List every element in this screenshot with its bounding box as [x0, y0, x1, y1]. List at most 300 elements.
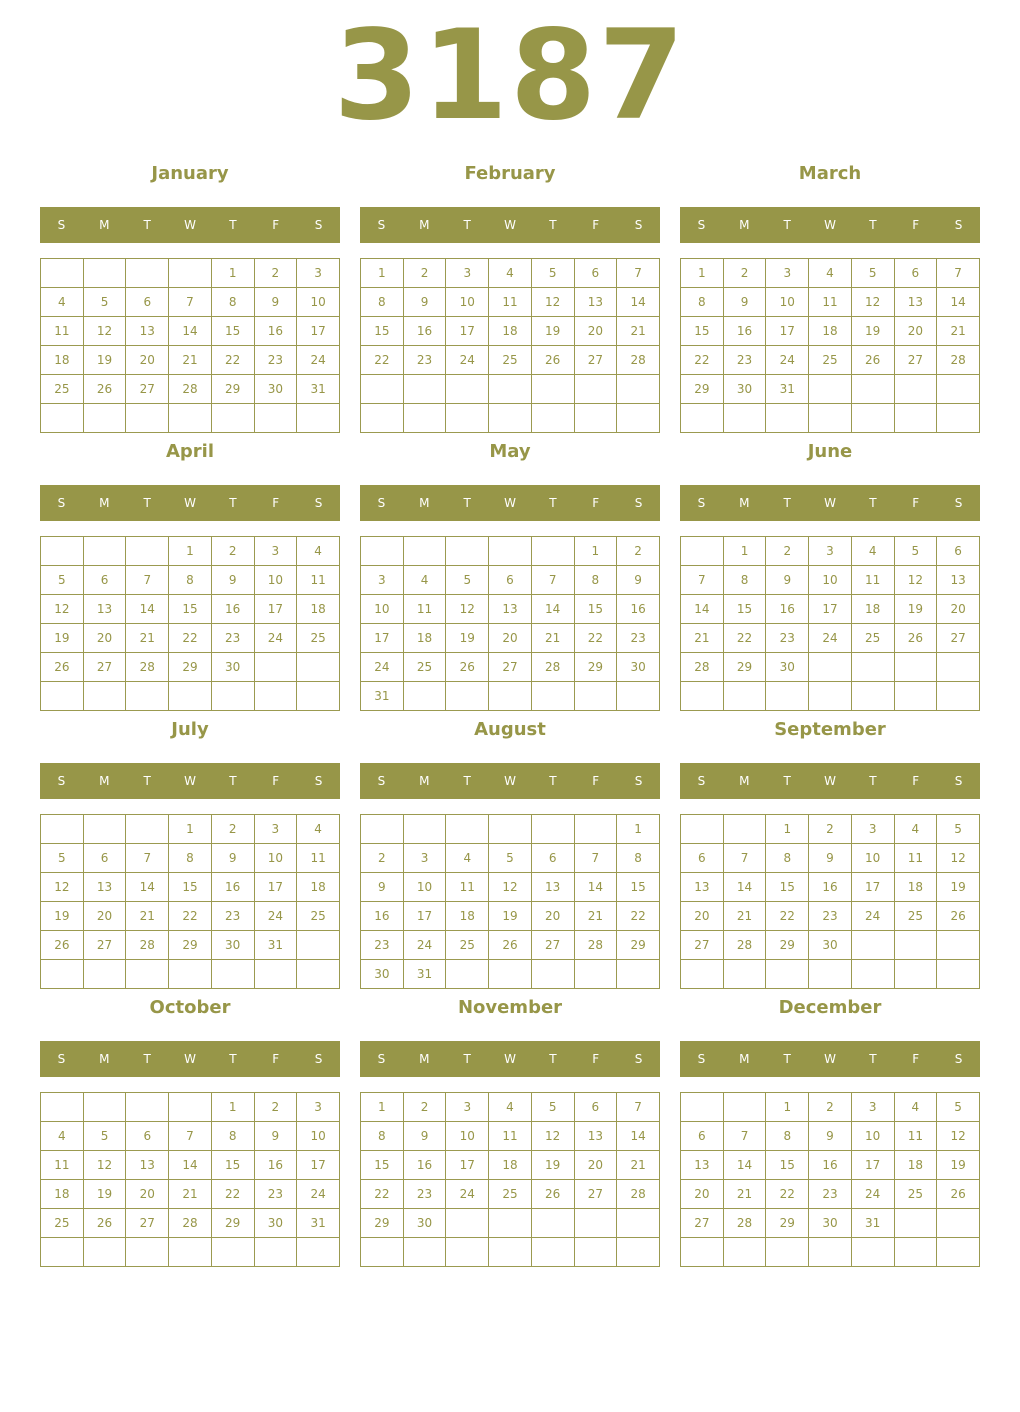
weekday-label: F [912, 496, 920, 510]
weekday-label: S [377, 218, 386, 232]
day-cell [169, 404, 212, 433]
day-cell: 11 [489, 288, 532, 317]
week-row [681, 346, 980, 375]
day-cell: 22 [211, 1180, 254, 1209]
day-cell: 15 [211, 1151, 254, 1180]
day-cell: 16 [766, 595, 809, 624]
weekday-label: T [869, 774, 877, 788]
day-cell [126, 1093, 169, 1122]
day-cell [851, 931, 894, 960]
day-cell: 27 [531, 931, 574, 960]
day-cell: 20 [681, 902, 724, 931]
day-cell: 4 [403, 566, 446, 595]
day-cell: 1 [681, 259, 724, 288]
day-cell: 20 [531, 902, 574, 931]
day-cell [403, 404, 446, 433]
day-cell: 5 [851, 259, 894, 288]
day-cell: 26 [937, 1180, 980, 1209]
day-cell: 27 [681, 1209, 724, 1238]
week-row [681, 844, 980, 873]
day-cell: 14 [169, 1151, 212, 1180]
weekday-label: M [99, 1052, 110, 1066]
day-cell: 8 [169, 844, 212, 873]
day-cell: 5 [489, 844, 532, 873]
day-cell: 5 [531, 1093, 574, 1122]
weekday-label: M [99, 496, 110, 510]
day-cell: 10 [851, 844, 894, 873]
day-cell: 12 [41, 595, 84, 624]
day-cell [126, 259, 169, 288]
day-cell: 7 [531, 566, 574, 595]
week-row [41, 404, 340, 433]
day-cell: 26 [489, 931, 532, 960]
day-grid [40, 536, 340, 711]
day-cell: 18 [894, 873, 937, 902]
day-cell: 28 [169, 1209, 212, 1238]
day-cell [83, 1093, 126, 1122]
week-row [361, 1238, 660, 1267]
day-cell: 19 [851, 317, 894, 346]
day-cell: 18 [446, 902, 489, 931]
weekday-label: S [314, 774, 323, 788]
day-cell [937, 375, 980, 404]
day-cell [446, 404, 489, 433]
day-cell: 6 [574, 259, 617, 288]
day-cell [766, 960, 809, 989]
week-row [41, 595, 340, 624]
day-cell: 3 [254, 815, 297, 844]
day-cell: 18 [809, 317, 852, 346]
day-cell: 27 [937, 624, 980, 653]
day-cell: 15 [361, 317, 404, 346]
day-cell: 21 [126, 624, 169, 653]
weekday-label: T [783, 774, 791, 788]
day-cell: 19 [531, 317, 574, 346]
week-row [41, 288, 340, 317]
day-cell: 31 [851, 1209, 894, 1238]
day-cell: 10 [297, 288, 340, 317]
day-cell: 24 [403, 931, 446, 960]
weekday-label: W [504, 774, 516, 788]
day-cell: 20 [574, 1151, 617, 1180]
day-cell: 30 [211, 653, 254, 682]
day-cell: 10 [254, 844, 297, 873]
week-row [41, 1180, 340, 1209]
day-cell [531, 537, 574, 566]
weekday-label: M [99, 218, 110, 232]
day-cell [489, 1238, 532, 1267]
day-cell: 12 [531, 288, 574, 317]
month-title: November [457, 997, 563, 1018]
day-cell: 23 [254, 346, 297, 375]
week-row [41, 624, 340, 653]
day-cell: 21 [937, 317, 980, 346]
day-cell: 28 [937, 346, 980, 375]
day-cell: 14 [169, 317, 212, 346]
day-cell: 2 [211, 537, 254, 566]
day-cell: 25 [809, 346, 852, 375]
day-cell: 22 [723, 624, 766, 653]
week-row [361, 537, 660, 566]
day-cell: 10 [297, 1122, 340, 1151]
weekday-label: W [184, 1052, 196, 1066]
day-cell [489, 682, 532, 711]
day-cell: 9 [617, 566, 660, 595]
day-cell: 9 [211, 566, 254, 595]
day-cell: 19 [41, 902, 84, 931]
day-cell: 3 [297, 259, 340, 288]
weekday-header [40, 207, 340, 243]
day-cell [126, 682, 169, 711]
day-cell: 15 [766, 1151, 809, 1180]
day-cell: 21 [531, 624, 574, 653]
day-cell: 29 [766, 1209, 809, 1238]
day-grid [360, 1092, 660, 1267]
day-cell: 17 [851, 1151, 894, 1180]
day-cell: 6 [83, 566, 126, 595]
day-cell: 27 [83, 931, 126, 960]
day-cell: 13 [574, 1122, 617, 1151]
day-cell: 10 [361, 595, 404, 624]
day-cell: 27 [83, 653, 126, 682]
day-cell: 24 [446, 346, 489, 375]
day-cell: 13 [894, 288, 937, 317]
day-cell [254, 1238, 297, 1267]
day-cell: 1 [361, 259, 404, 288]
weekday-header [40, 1041, 340, 1077]
week-row [681, 1151, 980, 1180]
day-cell: 26 [894, 624, 937, 653]
day-cell: 18 [489, 317, 532, 346]
weekday-label: W [504, 218, 516, 232]
day-cell: 2 [809, 815, 852, 844]
weekday-label: M [419, 496, 430, 510]
day-cell: 6 [681, 1122, 724, 1151]
day-cell [126, 815, 169, 844]
weekday-label: S [697, 774, 706, 788]
day-cell: 20 [83, 624, 126, 653]
day-cell: 17 [254, 873, 297, 902]
day-cell: 27 [574, 346, 617, 375]
week-row [361, 873, 660, 902]
day-cell: 23 [403, 346, 446, 375]
day-cell: 25 [851, 624, 894, 653]
day-cell: 16 [361, 902, 404, 931]
day-cell [297, 404, 340, 433]
weekday-label: F [592, 1052, 600, 1066]
weekday-label: F [272, 218, 280, 232]
week-row [361, 815, 660, 844]
day-cell: 13 [681, 1151, 724, 1180]
day-cell: 17 [297, 317, 340, 346]
week-row [361, 902, 660, 931]
day-cell: 1 [766, 815, 809, 844]
week-row [681, 1238, 980, 1267]
day-cell [723, 1238, 766, 1267]
day-cell: 18 [894, 1151, 937, 1180]
week-row [361, 682, 660, 711]
day-cell: 22 [169, 902, 212, 931]
weekday-label: T [869, 496, 877, 510]
day-cell: 19 [937, 873, 980, 902]
day-cell: 26 [851, 346, 894, 375]
day-cell: 2 [403, 259, 446, 288]
weekday-label: M [99, 774, 110, 788]
day-cell [766, 1238, 809, 1267]
weekday-header [680, 763, 980, 799]
day-cell: 7 [126, 566, 169, 595]
day-cell: 1 [574, 537, 617, 566]
day-cell: 14 [723, 1151, 766, 1180]
day-cell: 18 [41, 346, 84, 375]
weekday-label: W [184, 774, 196, 788]
day-cell: 20 [126, 346, 169, 375]
day-cell: 22 [617, 902, 660, 931]
month-title: October [149, 997, 231, 1018]
day-cell: 21 [169, 1180, 212, 1209]
day-cell: 15 [361, 1151, 404, 1180]
month-title: July [171, 719, 209, 740]
day-cell: 9 [254, 1122, 297, 1151]
day-cell [809, 375, 852, 404]
day-cell: 4 [894, 1093, 937, 1122]
day-cell: 2 [254, 1093, 297, 1122]
day-cell: 29 [361, 1209, 404, 1238]
day-cell: 20 [126, 1180, 169, 1209]
day-cell: 24 [446, 1180, 489, 1209]
weekday-label: T [229, 496, 237, 510]
weekday-label: F [592, 496, 600, 510]
weekday-label: F [272, 1052, 280, 1066]
week-row [361, 1180, 660, 1209]
weekday-label: W [184, 218, 196, 232]
day-cell: 8 [766, 1122, 809, 1151]
day-cell: 16 [211, 595, 254, 624]
day-cell: 14 [574, 873, 617, 902]
week-row [41, 682, 340, 711]
day-cell: 29 [211, 1209, 254, 1238]
day-cell: 1 [723, 537, 766, 566]
day-cell: 24 [254, 624, 297, 653]
day-cell: 1 [169, 815, 212, 844]
day-cell [254, 653, 297, 682]
week-row [41, 566, 340, 595]
day-cell [681, 537, 724, 566]
weekday-label: M [739, 218, 750, 232]
day-cell: 23 [617, 624, 660, 653]
day-cell: 4 [297, 815, 340, 844]
day-cell: 26 [41, 931, 84, 960]
weekday-label: W [184, 496, 196, 510]
day-cell: 6 [681, 844, 724, 873]
day-cell: 8 [681, 288, 724, 317]
weekday-label: T [229, 774, 237, 788]
day-cell: 31 [297, 375, 340, 404]
day-cell: 17 [361, 624, 404, 653]
weekday-label: M [419, 218, 430, 232]
day-cell: 8 [574, 566, 617, 595]
week-row [361, 566, 660, 595]
day-cell [574, 1238, 617, 1267]
day-cell [126, 1238, 169, 1267]
day-cell: 8 [766, 844, 809, 873]
day-cell: 13 [83, 873, 126, 902]
day-cell [361, 404, 404, 433]
day-cell: 14 [617, 288, 660, 317]
week-row [681, 259, 980, 288]
weekday-label: T [783, 1052, 791, 1066]
week-row [41, 1151, 340, 1180]
day-cell: 3 [809, 537, 852, 566]
day-cell: 7 [617, 259, 660, 288]
day-cell [937, 1209, 980, 1238]
day-cell: 21 [617, 1151, 660, 1180]
day-cell: 1 [766, 1093, 809, 1122]
day-cell [446, 537, 489, 566]
day-cell [766, 404, 809, 433]
week-row [681, 873, 980, 902]
day-cell [83, 1238, 126, 1267]
day-cell: 10 [254, 566, 297, 595]
day-cell: 3 [851, 815, 894, 844]
day-cell: 21 [723, 1180, 766, 1209]
weekday-label: T [783, 496, 791, 510]
day-cell: 22 [361, 1180, 404, 1209]
day-cell [169, 960, 212, 989]
day-cell [894, 931, 937, 960]
day-cell: 17 [446, 1151, 489, 1180]
day-cell [446, 375, 489, 404]
day-cell: 18 [41, 1180, 84, 1209]
day-cell [297, 653, 340, 682]
month-title: March [798, 163, 862, 184]
day-cell: 16 [403, 1151, 446, 1180]
week-row [681, 815, 980, 844]
day-cell: 23 [809, 1180, 852, 1209]
week-row [41, 653, 340, 682]
day-cell: 31 [403, 960, 446, 989]
day-cell [254, 682, 297, 711]
day-cell: 13 [531, 873, 574, 902]
week-row [681, 1180, 980, 1209]
day-cell: 28 [617, 1180, 660, 1209]
day-cell [617, 1238, 660, 1267]
day-cell: 31 [766, 375, 809, 404]
weekday-label: F [272, 774, 280, 788]
day-cell [809, 404, 852, 433]
day-cell: 10 [403, 873, 446, 902]
weekday-header [360, 1041, 660, 1077]
day-cell: 25 [894, 1180, 937, 1209]
weekday-label: M [739, 496, 750, 510]
weekday-label: T [783, 218, 791, 232]
day-grid [680, 814, 980, 989]
day-cell: 30 [254, 1209, 297, 1238]
day-cell: 12 [41, 873, 84, 902]
day-cell [531, 404, 574, 433]
day-cell [681, 1093, 724, 1122]
day-cell: 10 [809, 566, 852, 595]
weekday-label: F [912, 218, 920, 232]
day-cell: 5 [531, 259, 574, 288]
day-cell: 6 [489, 566, 532, 595]
day-cell: 21 [169, 346, 212, 375]
day-cell: 26 [83, 1209, 126, 1238]
day-cell [297, 682, 340, 711]
day-cell [41, 404, 84, 433]
day-cell: 1 [169, 537, 212, 566]
week-row [361, 317, 660, 346]
day-cell: 3 [446, 1093, 489, 1122]
day-cell: 17 [809, 595, 852, 624]
week-row [41, 873, 340, 902]
day-cell: 15 [723, 595, 766, 624]
week-row [41, 537, 340, 566]
day-cell: 14 [126, 873, 169, 902]
weekday-label: T [143, 1052, 151, 1066]
day-cell: 18 [851, 595, 894, 624]
day-grid [360, 536, 660, 711]
day-cell: 29 [574, 653, 617, 682]
day-cell: 28 [574, 931, 617, 960]
day-cell [41, 1093, 84, 1122]
day-cell: 7 [574, 844, 617, 873]
day-cell: 18 [489, 1151, 532, 1180]
day-cell: 18 [403, 624, 446, 653]
day-cell [894, 960, 937, 989]
weekday-label: T [463, 218, 471, 232]
day-cell: 8 [723, 566, 766, 595]
day-cell [574, 404, 617, 433]
day-cell: 2 [361, 844, 404, 873]
day-cell [169, 682, 212, 711]
day-cell: 30 [617, 653, 660, 682]
day-cell: 17 [254, 595, 297, 624]
day-cell: 10 [446, 1122, 489, 1151]
day-cell: 14 [531, 595, 574, 624]
day-cell: 1 [617, 815, 660, 844]
day-cell: 11 [446, 873, 489, 902]
day-cell: 24 [851, 902, 894, 931]
day-cell: 11 [297, 566, 340, 595]
weekday-label: T [463, 774, 471, 788]
weekday-header [680, 207, 980, 243]
week-row [681, 595, 980, 624]
day-cell: 19 [446, 624, 489, 653]
day-cell [361, 375, 404, 404]
week-row [41, 931, 340, 960]
weekday-label: W [824, 496, 836, 510]
week-row [681, 624, 980, 653]
weekday-label: M [419, 1052, 430, 1066]
day-cell: 25 [41, 1209, 84, 1238]
day-cell [41, 1238, 84, 1267]
day-cell: 22 [361, 346, 404, 375]
day-cell: 15 [169, 873, 212, 902]
day-cell [403, 375, 446, 404]
day-cell: 19 [41, 624, 84, 653]
weekday-label: S [954, 218, 963, 232]
day-cell: 10 [446, 288, 489, 317]
day-cell: 6 [894, 259, 937, 288]
day-cell: 30 [211, 931, 254, 960]
day-cell [809, 653, 852, 682]
day-cell: 11 [894, 1122, 937, 1151]
day-cell: 28 [723, 1209, 766, 1238]
weekday-header [680, 1041, 980, 1077]
day-cell: 29 [766, 931, 809, 960]
day-cell: 10 [766, 288, 809, 317]
